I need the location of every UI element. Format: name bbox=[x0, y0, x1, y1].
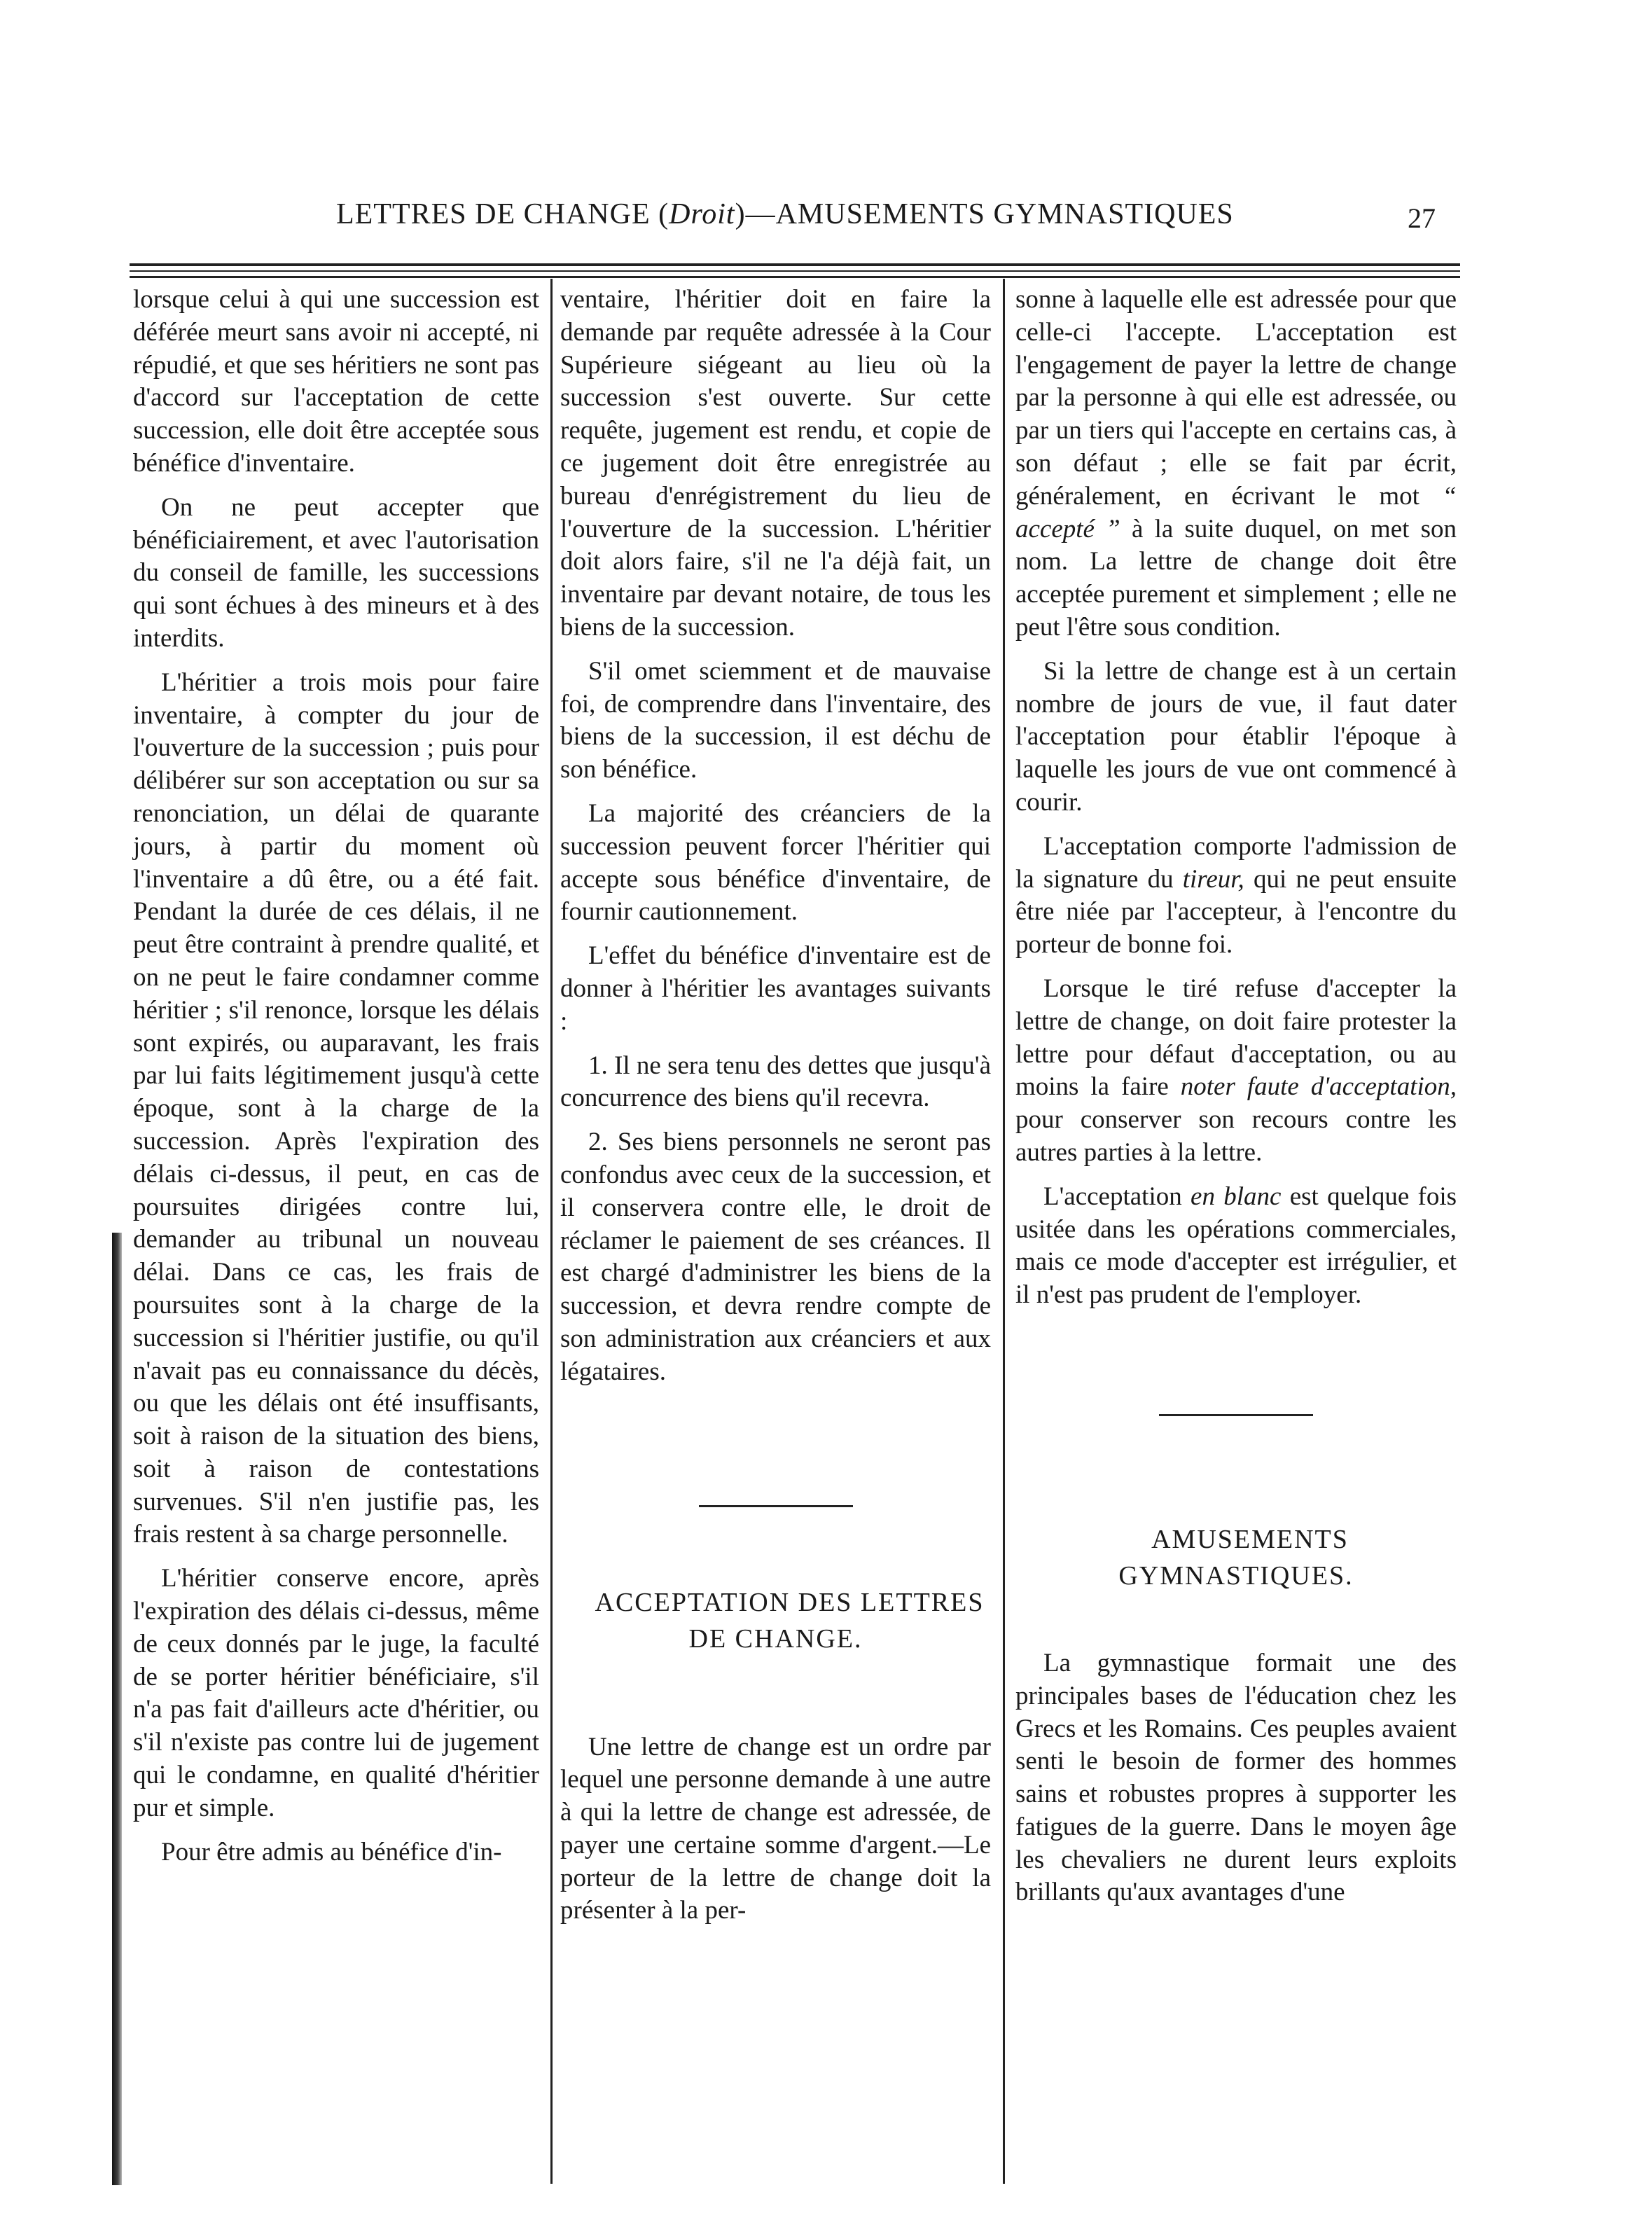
section-heading-amusements: AMUSEMENTS GYMNASTIQUES. bbox=[1118, 1524, 1354, 1591]
header-title-italic: Droit bbox=[669, 198, 735, 230]
paragraph: lorsque celui à qui une succession est déférée meurt sans avoir ni accepté, ni répudié, et que ses héritiers ne sont pas d'accord sur l'acceptation de cette succession, elle doit être acceptée sous bénéfice d'inventaire. bbox=[133, 285, 539, 478]
paragraph: Une lettre de change est un ordre par lequel une personne demande à une autre à qui la lettre de change est adressée, de payer une certaine somme d'argent.—Le porteur de la lettre de change doit la présenter à la per- bbox=[560, 1732, 991, 1925]
paragraph bbox=[1015, 284, 1457, 644]
paragraph: Si la lettre de change est à un certain nombre de jours de vue, il faut dater l'acceptation pour établir l'époque à laquelle les jours de vue ont commencé à courir. bbox=[1015, 656, 1457, 817]
paragraph: ventaire, l'héritier doit en faire la demande par requête adressée à la Cour Supérieure siégeant au lieu où la succession s'est ouverte. Sur cette requête, jugement est rendu, et copie de ce jugement doit être enregistrée au bureau d'enrégistrement du lieu de l'ouverture de la succession. L'héritier doit alors faire, s'il ne l'a déjà fait, un inventaire par devant notaire, de tous les biens de la succession. bbox=[560, 285, 991, 642]
paragraph: L'héritier a trois mois pour faire inventaire, à compter du jour de l'ouverture de la succession ; puis pour délibérer sur son acceptation ou sur sa renonciation, un délai de quarante jours, à partir du moment où l'inventaire a dû être, ou a été fait. Pendant la durée de ces délais, il ne peut être contraint à prendre qualité, et on ne peut le faire condamner comme héritier ; s'il renonce, lorsque les délais sont expirés, ou auparavant, les frais par lui faits légitimement jusqu'à cette époque, sont à la charge de la succession. Après l'expiration des délais ci-dessus, il peut, en cas de poursuites dirigées contre lui, demander au tribunal un nouveau délai. Dans ce cas, les frais de poursuites sont à la charge de la succession si l'héritier justifie, ou qu'il n'avait pas eu connaissance du décès, ou que les délais ont été insuffisants, soit à raison de la situation des biens, soit à raison de contestations survenues. S'il n'en justifie pas, les frais restent à sa charge personnelle. bbox=[133, 667, 539, 1549]
running-header bbox=[336, 198, 1303, 231]
paragraph: La gymnastique formait une des principales bases de l'éducation chez les Grecs et les Romains. Ces peuples avaient senti le besoin de former des hommes sains et robustes propres à supporter les fatigues de la guerre. Dans le moyen âge les chevaliers ne durent leurs exploits brillants qu'aux avantages d'une bbox=[1015, 1648, 1457, 1907]
paragraph-text: sonne à laquelle elle est adressée pour que celle-ci l'accepte. L'acceptation est l'engagement de payer la lettre de change par la personne à qui elle est adressée, ou par un tiers qui l'accepte en certains cas, à son défaut ; elle se fait par écrit, généralement, en écrivant le mot bbox=[1015, 285, 1457, 511]
paragraph: L'effet du bénéfice d'inventaire est de donner à l'héritier les avantages suivants : bbox=[560, 941, 991, 1036]
column-1 bbox=[133, 284, 539, 1880]
header-rule bbox=[130, 263, 1460, 266]
column-2 bbox=[560, 284, 991, 1939]
paragraph-text: est quelque fois usitée dans les opérations commerciales, mais ce mode d'accepter est irrégulier, et il n'est pas prudent de l'employer. bbox=[1015, 1182, 1457, 1310]
page-number: 27 bbox=[1408, 202, 1436, 234]
column-divider bbox=[1003, 279, 1005, 2184]
header-rule bbox=[130, 276, 1460, 278]
column-3 bbox=[1015, 284, 1457, 1920]
paragraph: S'il omet sciemment et de mauvaise foi, de comprendre dans l'inventaire, des biens de la succession, il est déchu de son bénéfice. bbox=[560, 656, 991, 784]
paragraph-text: à la suite duquel, on met son nom. La lettre de change doit être acceptée purement et simplement ; elle ne peut l'être sous condition. bbox=[1015, 514, 1457, 642]
header-title-part1: LETTRES DE CHANGE ( bbox=[336, 198, 669, 230]
section-heading-acceptation: ACCEPTATION DES LETTRES DE CHANGE. bbox=[595, 1587, 985, 1654]
paragraph-text: Lorsque le tiré refuse d'accepter la lettre de change, on doit faire protester la lettre pour défaut d'acceptation, ou au moins la faire bbox=[1015, 974, 1457, 1102]
paragraph: 1. Il ne sera tenu des dettes que jusqu'à concurrence des biens qu'il recevra. bbox=[560, 1051, 991, 1113]
paragraph-text: L'acceptation bbox=[1043, 1182, 1182, 1211]
paragraph: 2. Ses biens personnels ne seront pas confondus avec ceux de la succession, et il conservera contre elle, le droit de réclamer le paiement de ses créances. Il est chargé d'administrer les biens de la succession, et devra rendre compte de son administration aux créanciers et aux légataires. bbox=[560, 1128, 991, 1386]
paragraph-italic: noter faute d'acceptation, bbox=[1180, 1072, 1457, 1102]
paragraph bbox=[1015, 1181, 1457, 1312]
paragraph bbox=[1015, 973, 1457, 1170]
paragraph: On ne peut accepter que bénéficiairement, et avec l'autorisation du conseil de famille, les successions qui sont échues à des mineurs et à des interdits. bbox=[133, 492, 539, 653]
paragraph: Pour être admis au bénéfice d'in- bbox=[161, 1837, 502, 1867]
paragraph-text: pour conserver son recours contre les autres parties à la lettre. bbox=[1015, 1105, 1457, 1167]
column-divider bbox=[550, 279, 553, 2184]
paragraph-italic: tireur, bbox=[1182, 864, 1244, 894]
header-rule bbox=[130, 270, 1460, 272]
paragraph-italic: en blanc bbox=[1191, 1182, 1282, 1211]
paragraph-text: qui ne peut ensuite être niée par l'accepteur, à l'encontre du porteur de bonne foi. bbox=[1015, 864, 1457, 960]
paragraph: La majorité des créanciers de la succession peuvent forcer l'héritier qui accepte sous bénéfice d'inventaire, de fournir cautionnement. bbox=[560, 798, 991, 927]
paragraph-text: L'acceptation comporte l'admission de la signature du bbox=[1015, 831, 1457, 894]
paragraph bbox=[1015, 831, 1457, 962]
paragraph: L'héritier conserve encore, après l'expiration des délais ci-dessus, même de ceux donnés par le juge, la faculté de se porter héritier bénéficiaire, s'il n'a pas fait d'ailleurs acte d'héritier, ou s'il n'existe pas contre lui de jugement qui le condamne, en qualité d'héritier pur et simple. bbox=[133, 1564, 539, 1822]
binding-edge-shadow bbox=[112, 1233, 122, 2185]
header-title-part2: )—AMUSEMENTS GYMNASTIQUES bbox=[735, 198, 1234, 230]
paragraph-italic: “ accepté ” bbox=[1015, 481, 1457, 543]
